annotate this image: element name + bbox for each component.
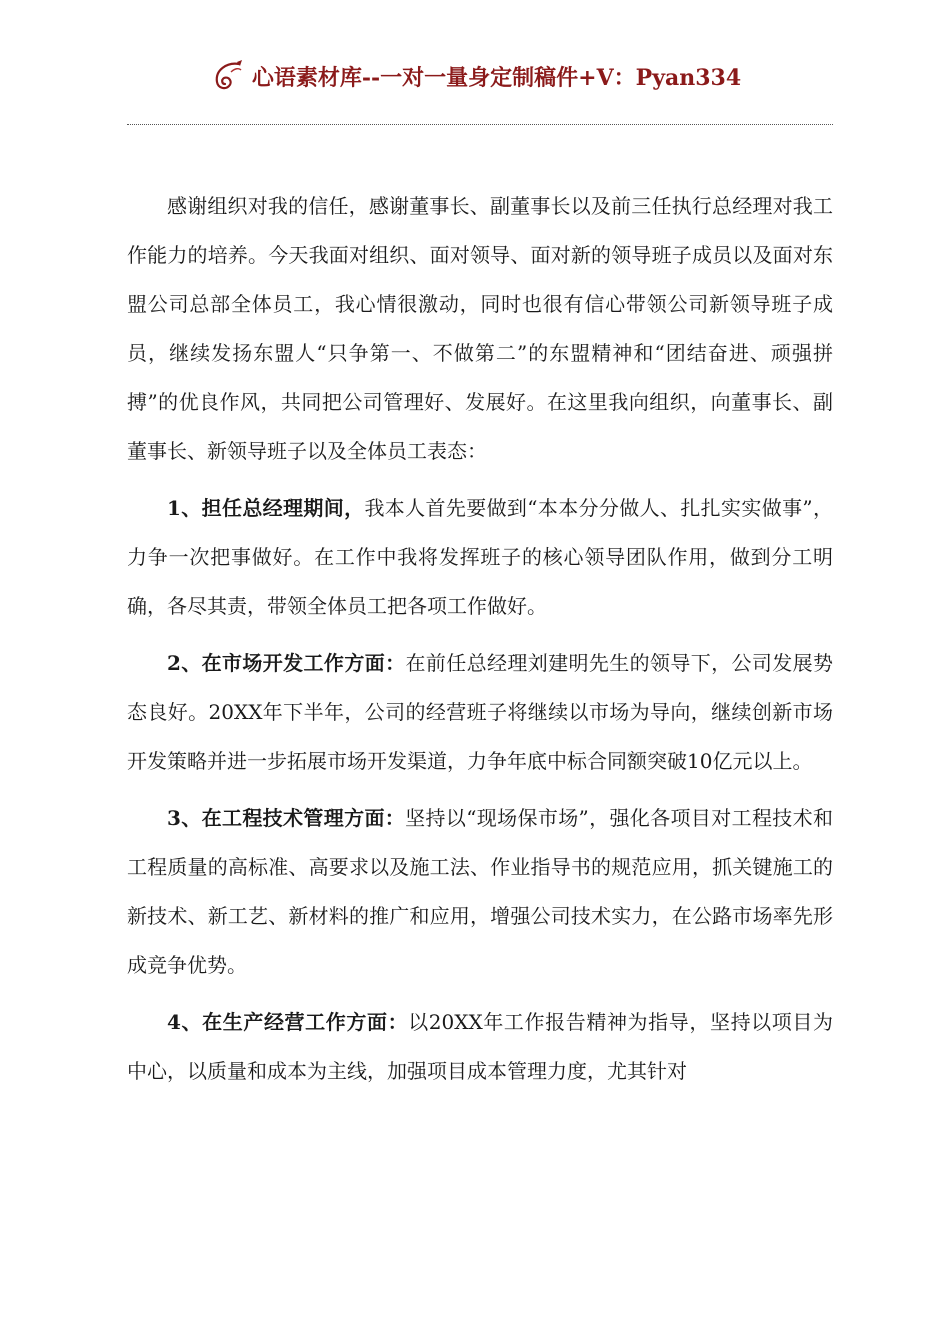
paragraph-text: 感谢组织对我的信任，感谢董事长、副董事长以及前三任执行总经理对我工作能力的培养。今天我面对组织、面对领导、面对新的领导班子成员以及面对东盟公司总部全体员工，我心情很激动，同时也很有信心带领公司新领导班子成员，继续发扬东盟人“只争第一、不做第二”的东盟精神和“团结奋进、顽强拼搏”的优良作风，共同把公司管理好、发展好。在这里我向组织，向董事长、副董事长、新领导班子以及全体员工表态： bbox=[127, 194, 833, 463]
paragraph-lead: 4、在生产经营工作方面： bbox=[167, 1010, 409, 1034]
paragraph-lead: 1、担任总经理期间， bbox=[167, 496, 365, 520]
header-brand-text: 心语素材库--一对一量身定制稿件+V：Pyan334 bbox=[251, 64, 742, 91]
paragraph-item-4 bbox=[127, 998, 833, 1096]
paragraph-text: 在前任总经理刘建明先生的领导下，公司发展势态良好。20XX年下半年，公司的经营班子将继续以市场为导向，继续创新市场开发策略并进一步拓展市场开发渠道，力争年底中标合同额突破10亿元以上。 bbox=[127, 651, 834, 773]
paragraph-item-3 bbox=[127, 794, 833, 990]
paragraph-text: 以20XX年工作报告精神为指导，坚持以项目为中心，以质量和成本为主线，加强项目成本管理力度，尤其针对 bbox=[127, 1010, 833, 1083]
document-body bbox=[127, 182, 833, 1096]
paragraph-lead: 2、在市场开发工作方面： bbox=[167, 651, 406, 675]
paragraph-lead: 3、在工程技术管理方面： bbox=[167, 806, 406, 830]
quill-swirl-logo-icon bbox=[209, 58, 245, 94]
paragraph-intro bbox=[127, 182, 833, 476]
paragraph-item-2 bbox=[127, 639, 833, 786]
header-divider bbox=[127, 124, 833, 125]
paragraph-item-1 bbox=[127, 484, 833, 631]
page-header bbox=[0, 58, 950, 108]
paragraph-text: 坚持以“现场保市场”，强化各项目对工程技术和工程质量的高标准、高要求以及施工法、作业指导书的规范应用，抓关键施工的新技术、新工艺、新材料的推广和应用，增强公司技术实力，在公路市场率先形成竞争优势。 bbox=[127, 806, 834, 977]
paragraph-text: 我本人首先要做到“本本分分做人、扎扎实实做事”，力争一次把事做好。在工作中我将发挥班子的核心领导团队作用，做到分工明确，各尽其责，带领全体员工把各项工作做好。 bbox=[127, 496, 834, 618]
